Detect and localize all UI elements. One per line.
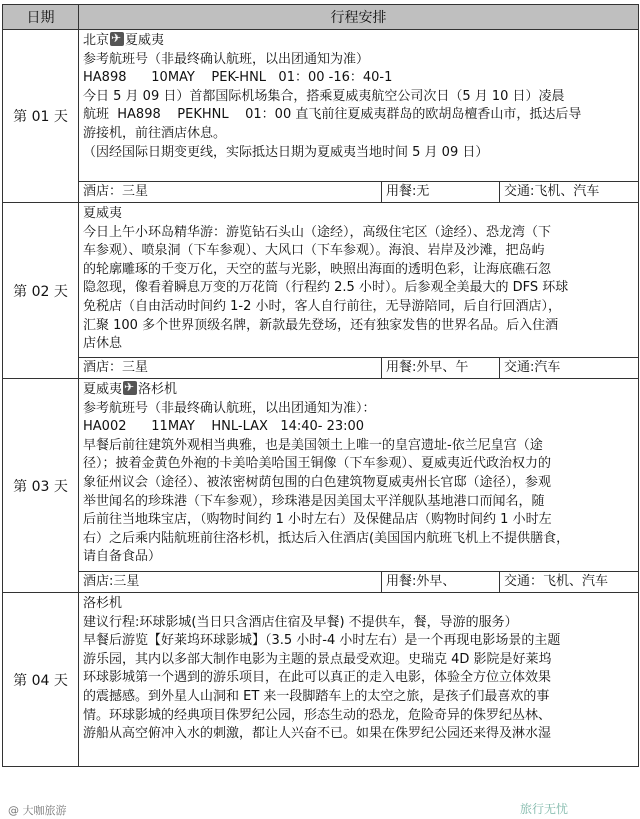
day-content: [79, 203, 639, 358]
content-line: 情。环球影城的经典项目侏罗纪公园，形态生动的恐龙，危险奇异的侏罗纪丛林、: [83, 707, 552, 723]
content-line: 游乐园，其内以多部大制作电影为主题的景点最受欢迎。史瑞克 4D 影院是好莱坞: [83, 651, 552, 667]
table-header: [3, 5, 639, 30]
day-title: 夏威夷 ✈ 洛杉机: [83, 381, 634, 400]
watermark-right: 旅行无忧: [520, 802, 569, 816]
content-line: 参考航班号（非最终确认航班，以出团通知为准）：: [83, 400, 376, 416]
content-line: 举世闻名的珍珠港（下车参观），珍珠港是因美国太平洋舰队基地港口而闻名，随: [83, 493, 545, 509]
content-line: 右）之后乘内陆航班前往洛杉机，抵达后入住酒店(美国国内航班飞机上不提供膳食，: [83, 530, 570, 546]
content-line: 参考航班号（非最终确认航班，以出团通知为准）: [83, 51, 370, 67]
content-line: 建议行程:环球影城(当日只含酒店住宿及早餐) 不提供车，餐，导游的服务）: [83, 614, 518, 630]
content-line: 游接机，前往酒店休息。: [83, 125, 227, 141]
plane-icon: [123, 381, 137, 395]
day-content: [79, 30, 639, 182]
day-label: 第 02 天: [3, 203, 79, 379]
day-details-row: [3, 572, 639, 593]
content-line: 隐忽现，像看着瞬息万变的万花筒（行程约 2.5 小时）。后参观全美最大的 DFS 环球: [83, 280, 569, 296]
content-line: 游船从高空俯冲入水的刺激，都让人兴奋不已。如果在侏罗纪公园还来得及淋水湿: [83, 726, 552, 742]
content-line: 早餐后前往建筑外观相当典雅，也是美国领土上唯一的皇宫遗址-依兰尼皇宫（途: [83, 437, 543, 453]
day-title: 洛杉机: [83, 596, 123, 611]
day-label: 第 01 天: [3, 30, 79, 203]
content-line: HA898 10MAY PEK-HNL 01：00 -16：40-1: [83, 70, 393, 86]
content-line: 航班 HA898 PEKHNL 01：00 直飞前往夏威夷群岛的欧胡岛檀香山市，抵达后导: [83, 107, 582, 123]
day-row: [3, 593, 639, 767]
day-details-row: [3, 182, 639, 203]
day-content: [79, 593, 639, 767]
plane-icon: [110, 32, 124, 46]
day-row: [3, 379, 639, 572]
day-row: [3, 30, 639, 182]
content-line: 环球影城第一个遇到的游乐项目，在此可以真正的走入电影，体验全方位立体效果: [83, 670, 552, 686]
content-line: 车参观）、喷泉洞（下车参观）、大风口（下车参观）。海浪、岩岸及沙滩，把岛屿: [83, 243, 545, 259]
content-line: 后前往当地珠宝店，（购物时间约 1 小时左右）及保健品店（购物时间约 1 小时左: [83, 512, 552, 528]
day-title: 夏威夷: [83, 206, 123, 221]
day-details-row: [3, 358, 639, 379]
content-line: 早餐后游览【好莱坞环球影城】（3.5 小时-4 小时左右）是一个再现电影场景的主题: [83, 633, 561, 649]
hotel-info: 酒店：三星: [79, 182, 382, 202]
content-line: （因经国际日期变更线，实际抵达日期为夏威夷当地时间 5 月 09 日）: [83, 144, 489, 160]
content-line: 的震撼感。到外星人山洞和 ET 来一段脚踏车上的太空之旅，是孩子们最喜欢的事: [83, 688, 550, 704]
content-line: 的轮廓雕琢的千变万化，天空的蓝与光影，映照出海面的透明色彩，让海底礁石忽: [83, 261, 552, 277]
content-line: 径）；披着金黄色外袍的卡美哈美哈国王铜像（下车参观）、夏威夷近代政治权力的: [83, 456, 552, 472]
day-title: 北京 ✈ 夏威夷: [83, 32, 634, 51]
itinerary-table: [2, 4, 639, 767]
day-row: [3, 203, 639, 358]
day-content: [79, 379, 639, 572]
content-line: 汇聚 100 多个世界顶级名牌，新款最先登场，还有独家发售的世界名品。后入住酒: [83, 317, 559, 333]
transport-info: 交通：飞机、汽车: [504, 574, 609, 589]
content-line: 免税店（自由活动时间约 1-2 小时，客人自行前往，无导游陪同，后自行回酒店），: [83, 298, 561, 314]
content-line: 今日上午小环岛精华游：游览钻石头山（途经），高级住宅区（途经）、恐龙湾（下: [83, 224, 552, 240]
content-line: 店休息: [83, 336, 123, 352]
content-line: 今日 5 月 09 日）首都国际机场集合，搭乘夏威夷航空公司次日（5 月 10 日）凌晨: [83, 88, 565, 104]
meal-info: 用餐:外早、: [382, 572, 500, 592]
day-label: 第 03 天: [3, 379, 79, 593]
hotel-info: 酒店:三星: [79, 572, 382, 592]
content-line: HA002 11MAY HNL-LAX 14:40- 23:00: [83, 419, 365, 435]
date-column-header: 日期: [3, 5, 79, 30]
meal-info: 用餐:外早、午: [382, 358, 500, 378]
watermark-left: @ 大咖旅游: [8, 804, 67, 817]
day-label: 第 04 天: [3, 593, 79, 767]
meal-info: 用餐:无: [382, 182, 500, 202]
transport-info: 交通:飞机、汽车: [504, 184, 600, 199]
hotel-info: 酒店：三星: [79, 358, 382, 378]
content-line: 象征州议会（途径）、被浓密树荫包围的白色建筑物夏威夷州长官邸（途径），参观: [83, 474, 552, 490]
transport-info: 交通:汽车: [504, 360, 561, 375]
plan-column-header: 行程安排: [79, 5, 639, 30]
content-line: 请自备食品）: [83, 549, 162, 565]
